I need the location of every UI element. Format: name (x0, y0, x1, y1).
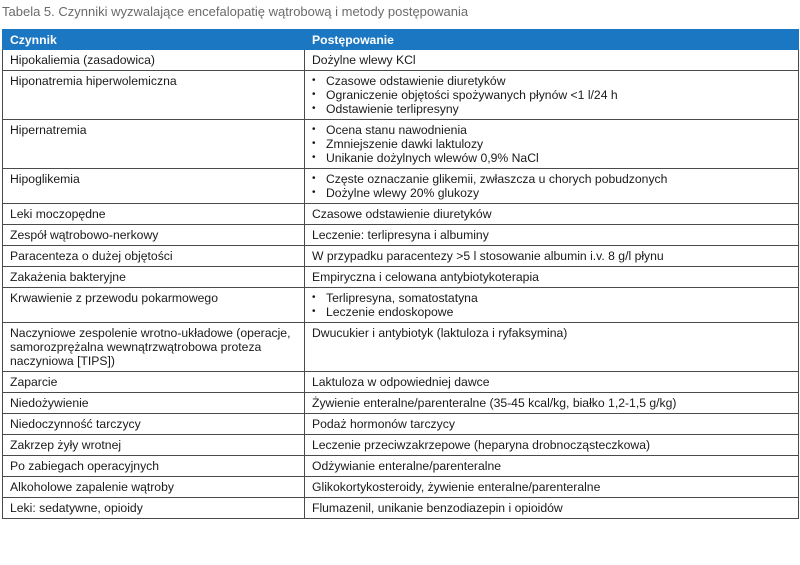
factor-cell: Hipokaliemia (zasadowica) (3, 50, 305, 71)
management-cell: Podaż hormonów tarczycy (305, 414, 799, 435)
table-row (3, 498, 799, 519)
management-list-item: • Terlipresyna, somatostatyna (312, 291, 791, 305)
factor-cell: Niedoczynność tarczycy (3, 414, 305, 435)
table-row (3, 204, 799, 225)
management-list-item: • Unikanie dożylnych wlewów 0,9% NaCl (312, 151, 791, 165)
management-list-item: • Ocena stanu nawodnienia (312, 123, 791, 137)
management-cell (305, 288, 799, 323)
factor-cell: Naczyniowe zespolenie wrotno-układowe (operacje, samorozprężalna wewnątrzwątrobowa proteza naczyniowa [TIPS]) (3, 323, 305, 372)
management-cell: Leczenie: terlipresyna i albuminy (305, 225, 799, 246)
factor-cell: Zakażenia bakteryjne (3, 267, 305, 288)
factor-cell: Hiponatremia hiperwolemiczna (3, 71, 305, 120)
management-cell (305, 169, 799, 204)
management-cell: Leczenie przeciwzakrzepowe (heparyna drobnocząsteczkowa) (305, 435, 799, 456)
table-row (3, 456, 799, 477)
factor-cell: Alkoholowe zapalenie wątroby (3, 477, 305, 498)
factor-cell: Leki moczopędne (3, 204, 305, 225)
table-row (3, 414, 799, 435)
factor-cell: Zakrzep żyły wrotnej (3, 435, 305, 456)
management-list-item: • Zmniejszenie dawki laktulozy (312, 137, 791, 151)
column-header-management: Postępowanie (305, 30, 799, 50)
management-list-item: • Odstawienie terlipresyny (312, 102, 791, 116)
management-list (312, 123, 791, 165)
management-cell (305, 71, 799, 120)
table-row (3, 477, 799, 498)
factor-cell: Po zabiegach operacyjnych (3, 456, 305, 477)
triggers-table (2, 29, 799, 519)
management-list (312, 74, 791, 116)
factor-cell: Zaparcie (3, 372, 305, 393)
table-row (3, 169, 799, 204)
management-list-item: • Leczenie endoskopowe (312, 305, 791, 319)
management-list-item: • Częste oznaczanie glikemii, zwłaszcza u chorych pobudzonych (312, 172, 791, 186)
table-row (3, 435, 799, 456)
management-cell: Flumazenil, unikanie benzodiazepin i opioidów (305, 498, 799, 519)
table-row (3, 393, 799, 414)
management-cell: Czasowe odstawienie diuretyków (305, 204, 799, 225)
table-row (3, 323, 799, 372)
management-list-item: • Czasowe odstawienie diuretyków (312, 74, 791, 88)
factor-cell: Hipernatremia (3, 120, 305, 169)
table-row (3, 225, 799, 246)
factor-cell: Hipoglikemia (3, 169, 305, 204)
management-cell: Żywienie enteralne/parenteralne (35-45 kcal/kg, białko 1,2-1,5 g/kg) (305, 393, 799, 414)
table-row (3, 50, 799, 71)
factor-cell: Paracenteza o dużej objętości (3, 246, 305, 267)
management-list-item: • Dożylne wlewy 20% glukozy (312, 186, 791, 200)
management-cell: Laktuloza w odpowiedniej dawce (305, 372, 799, 393)
management-list-item: • Ograniczenie objętości spożywanych płynów <1 l/24 h (312, 88, 791, 102)
management-cell: W przypadku paracentezy >5 l stosowanie albumin i.v. 8 g/l płynu (305, 246, 799, 267)
table-row (3, 288, 799, 323)
factor-cell: Leki: sedatywne, opioidy (3, 498, 305, 519)
management-cell: Glikokortykosteroidy, żywienie enteralne/parenteralne (305, 477, 799, 498)
factor-cell: Zespół wątrobowo-nerkowy (3, 225, 305, 246)
table-row (3, 372, 799, 393)
management-cell: Empiryczna i celowana antybiotykoterapia (305, 267, 799, 288)
column-header-factor: Czynnik (3, 30, 305, 50)
table-row (3, 71, 799, 120)
table-row (3, 120, 799, 169)
management-cell (305, 120, 799, 169)
factor-cell: Niedożywienie (3, 393, 305, 414)
table-body (3, 50, 799, 519)
management-list (312, 172, 791, 200)
management-cell: Dwucukier i antybiotyk (laktuloza i ryfaksymina) (305, 323, 799, 372)
table-caption: Tabela 5. Czynniki wyzwalające encefalopatię wątrobową i metody postępowania (2, 4, 469, 19)
table-header-row (3, 30, 799, 50)
factor-cell: Krwawienie z przewodu pokarmowego (3, 288, 305, 323)
management-list (312, 291, 791, 319)
management-cell: Odżywianie enteralne/parenteralne (305, 456, 799, 477)
table-row (3, 267, 799, 288)
management-cell: Dożylne wlewy KCl (305, 50, 799, 71)
table-row (3, 246, 799, 267)
